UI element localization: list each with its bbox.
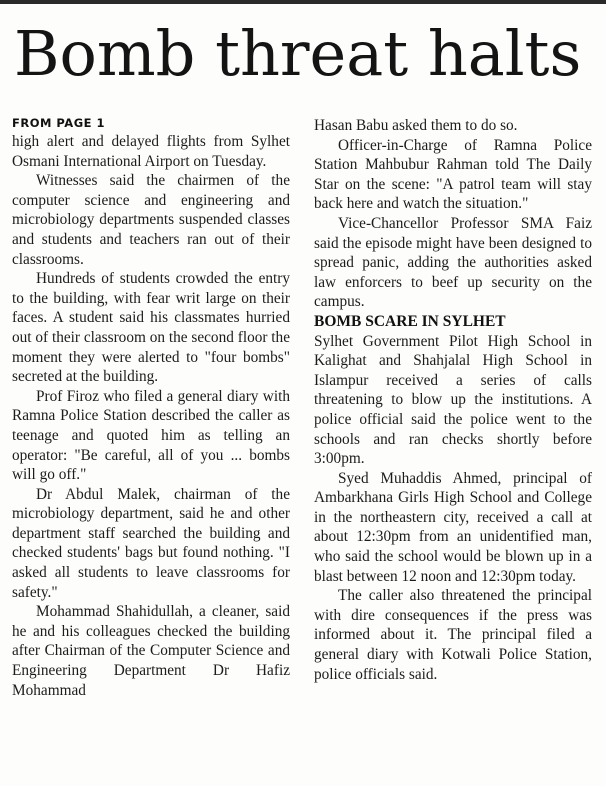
top-rule (0, 0, 606, 4)
paragraph: Syed Muhaddis Ahmed, principal of Ambarkhana Girls High School and College in the northeastern city, received a call at about 12:30pm from an unidentified man, who said the school would be blown up in a blast between 12 noon and 12:30pm today. (314, 469, 592, 585)
paragraph: Witnesses said the chairmen of the computer science and engineering and microbiology departments suspended classes and students and teachers ran out of their classrooms. (12, 172, 290, 268)
paragraph: Dr Abdul Malek, chairman of the microbiology department, said he and other department staff searched the building and checked students' bags but found nothing. "I asked all students to leave classrooms for safety." (12, 485, 290, 601)
paragraph: The caller also threatened the principal with dire consequences if the press was informed about it. The principal filed a general diary with Kotwali Police Station, police officials said. (314, 587, 592, 683)
headline: Bomb threat halts (14, 17, 582, 90)
article-column-left (12, 116, 290, 700)
paragraph: Prof Firoz who filed a general diary with Ramna Police Station described the caller as teenage and quoted him as telling an operator: "Be careful, all of you ... bombs will go off." (12, 387, 290, 484)
paragraph: Vice-Chancellor Professor SMA Faiz said the episode might have been designed to spread panic, adding the authorities asked law enforcers to beef up security on the campus. (314, 214, 592, 311)
paragraph: Hundreds of students crowded the entry to the building, with fear writ large on their faces. A student said his classmates hurried out of their classroom on the second floor the moment they were alerted to "four bombs" secreted at the building. (12, 270, 290, 386)
paragraph: Sylhet Government Pilot High School in Kalighat and Shahjalal High School in Islampur received a series of calls threatening to blow up the institutions. A police official said the police went to the schools and ran checks shortly before 3:00pm. (314, 332, 592, 468)
paragraph: Hasan Babu asked them to do so. (314, 117, 518, 134)
paragraph: Officer-in-Charge of Ramna Police Station Mahbubur Rahman told The Daily Star on the scene: "A patrol team will stay back here and watch the situation." (314, 136, 592, 213)
paragraph: high alert and delayed flights from Sylhet Osmani International Airport on Tuesday. (12, 133, 290, 170)
section-subhead: BOMB SCARE IN SYLHET (314, 312, 506, 330)
continued-from-label: FROM PAGE 1 (12, 116, 106, 130)
paragraph: Mohammad Shahidullah, a cleaner, said he and his colleagues checked the building after Chairman of the Computer Science and Engineering Department Dr Hafiz Mohammad (12, 603, 290, 699)
article-column-right (314, 116, 592, 684)
